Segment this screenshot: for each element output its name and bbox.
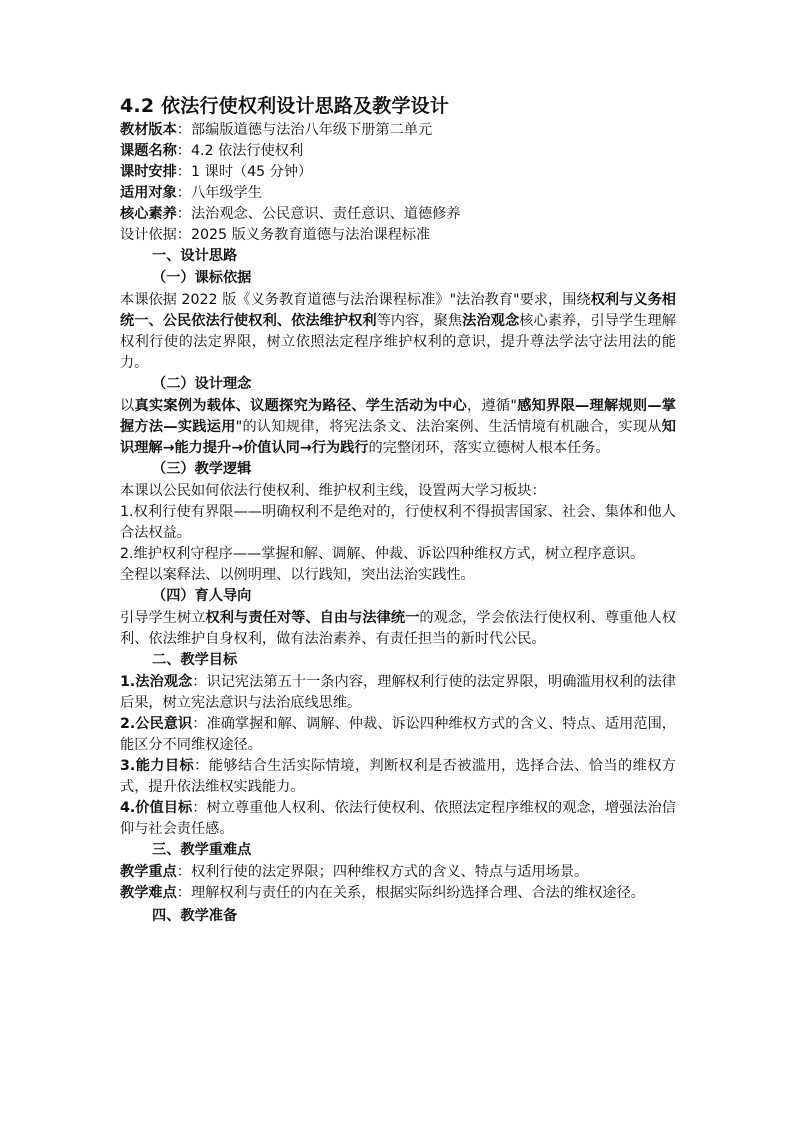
meta-value: 2025 版义务教育道德与法治课程标准 bbox=[190, 227, 431, 243]
section-heading: 一、设计思路 bbox=[152, 248, 238, 264]
text-run: "的认知规律，将宪法条文、法治案例、生活情境有机融合，实现从 bbox=[235, 419, 662, 435]
goal-label: 1.法治观念 bbox=[120, 674, 193, 690]
subsection-label: （二）设计理念 bbox=[152, 376, 252, 392]
bold-run: 权利与义务相统一、公民依法行使权利、依法维护权利 bbox=[120, 292, 676, 329]
bold-run: 法治观念 bbox=[462, 313, 520, 329]
subsection-label: （三）教学逻辑 bbox=[152, 461, 252, 477]
goal-label: 4.价值目标 bbox=[120, 800, 193, 816]
paragraph-linian bbox=[120, 396, 676, 459]
bold-run: 真实案例为载体、议题探究为路径、学生活动为中心 bbox=[134, 398, 468, 414]
meta-value: 八年级学生 bbox=[190, 185, 262, 201]
goals-list bbox=[120, 672, 676, 840]
meta-block bbox=[120, 120, 676, 246]
text-run: 的完整闭环，落实立德树人根本任务。 bbox=[368, 440, 610, 456]
meta-label: 适用对象 bbox=[120, 185, 177, 201]
paragraph-yuren bbox=[120, 608, 676, 650]
meta-sep: ： bbox=[176, 206, 191, 222]
meta-label: 核心素养 bbox=[120, 206, 177, 222]
subsection-heading bbox=[120, 268, 676, 290]
goal-item bbox=[120, 798, 676, 840]
goal-item bbox=[120, 714, 676, 756]
meta-value: 1 课时（45 分钟） bbox=[190, 164, 313, 180]
key-label: 教学重点 bbox=[120, 864, 177, 880]
key-text: ：理解权利与责任的内在关系，根据实际纠纷选择合理、合法的维权途径。 bbox=[176, 885, 645, 901]
meta-line bbox=[120, 183, 676, 204]
meta-sep: ： bbox=[176, 122, 191, 138]
subsection-heading bbox=[120, 586, 676, 608]
text-run: ，遵循" bbox=[467, 398, 517, 414]
bold-run: 感知界限—理解规则—掌握方法—实践运用 bbox=[120, 398, 676, 435]
subsection-label: （四）育人导向 bbox=[152, 588, 252, 604]
meta-sep: ： bbox=[176, 164, 191, 180]
meta-line bbox=[120, 162, 676, 183]
key-item bbox=[120, 862, 676, 883]
text-line: 全程以案释法、以例明理、以行践知，突出法治实践性。 bbox=[120, 567, 475, 583]
section-heading: 三、教学重难点 bbox=[152, 842, 252, 858]
subsection-label: （一）课标依据 bbox=[152, 270, 252, 286]
section-heading: 四、教学准备 bbox=[152, 908, 238, 924]
document-page bbox=[120, 92, 676, 928]
text-run: 的观念，学会依法行使权利、尊重他人权利、依法维护自身权利，做有法治素养、有责任担当的新时代公民。 bbox=[120, 610, 676, 647]
bold-run: 知识理解→能力提升→价值认同→行为践行 bbox=[120, 419, 676, 456]
subsection-heading bbox=[120, 459, 676, 481]
meta-label: 课题名称 bbox=[120, 143, 177, 159]
meta-value: 4.2 依法行使权利 bbox=[190, 143, 304, 159]
goal-item bbox=[120, 756, 676, 798]
meta-value: 法治观念、公民意识、责任意识、道德修养 bbox=[190, 206, 461, 222]
meta-sep: ： bbox=[176, 185, 191, 201]
goal-text: ：能够结合生活实际情境，判断权利是否被滥用，选择合法、恰当的维权方式，提升依法维权实践能力。 bbox=[120, 758, 676, 795]
text-line: 2.维护权利守程序——掌握和解、调解、仲裁、诉讼四种维权方式，树立程序意识。 bbox=[120, 546, 645, 562]
key-item bbox=[120, 883, 676, 904]
meta-label: 设计依据 bbox=[120, 227, 177, 243]
meta-line bbox=[120, 120, 676, 141]
goal-item bbox=[120, 672, 676, 714]
text-run: 以 bbox=[120, 398, 135, 414]
text-run: 本课依据 2022 版《义务教育道德与法治课程标准》"法治教育"要求，围绕 bbox=[120, 292, 591, 308]
key-label: 教学难点 bbox=[120, 885, 177, 901]
goal-text: ：树立尊重他人权利、依法行使权利、依照法定程序维权的观念，增强法治信仰与社会责任感。 bbox=[120, 800, 676, 837]
goal-label: 2.公民意识 bbox=[120, 716, 193, 732]
goal-label: 3.能力目标 bbox=[120, 758, 195, 774]
meta-line bbox=[120, 225, 676, 246]
text-run: 核心素养，引导学生理解权利行使的法定界限，树立依照法定程序维护权利的意识，提升尊法学法守法用法的能力。 bbox=[120, 313, 676, 371]
meta-line bbox=[120, 141, 676, 162]
document-title: 4.2 依法行使权利设计思路及教学设计 bbox=[120, 95, 450, 117]
meta-sep: ： bbox=[176, 227, 191, 243]
meta-line bbox=[120, 204, 676, 225]
text-run: 等内容，聚焦 bbox=[376, 313, 463, 329]
meta-sep: ： bbox=[176, 143, 191, 159]
text-run: 引导学生树立 bbox=[120, 610, 206, 626]
meta-label: 教材版本 bbox=[120, 122, 177, 138]
paragraph-kebiao bbox=[120, 290, 676, 374]
bold-run: 权利与责任对等、自由与法律统一 bbox=[205, 610, 420, 626]
meta-value: 部编版道德与法治八年级下册第二单元 bbox=[190, 122, 433, 138]
key-text: ：权利行使的法定界限；四种维权方式的含义、特点与适用场景。 bbox=[176, 864, 589, 880]
text-line: 本课以公民如何依法行使权利、维护权利主线，设置两大学习板块： bbox=[120, 483, 546, 499]
keys-list bbox=[120, 862, 676, 904]
meta-label: 课时安排 bbox=[120, 164, 177, 180]
goal-text: ：准确掌握和解、调解、仲裁、诉讼四种维权方式的含义、特点、适用范围，能区分不同维权途径。 bbox=[120, 716, 676, 753]
goal-text: ：识记宪法第五十一条内容，理解权利行使的法定界限，明确滥用权利的法律后果，树立宪法意识与法治底线思维。 bbox=[120, 674, 676, 711]
section-heading: 二、教学目标 bbox=[152, 652, 238, 668]
subsection-heading bbox=[120, 374, 676, 396]
text-line: 1.权利行使有界限——明确权利不是绝对的，行使权利不得损害国家、社会、集体和他人合法权益。 bbox=[120, 504, 676, 541]
paragraph-luoji bbox=[120, 481, 676, 586]
